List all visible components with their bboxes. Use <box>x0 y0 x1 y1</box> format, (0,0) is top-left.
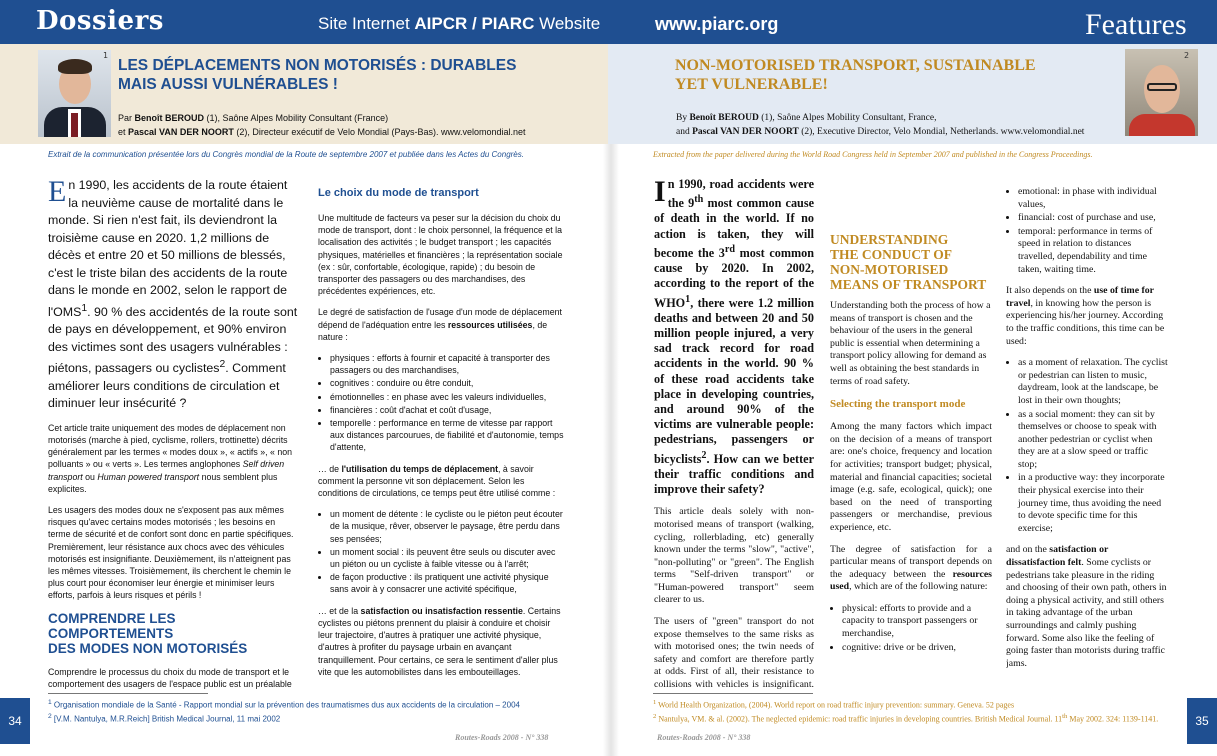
paragraph: Le degré de satisfaction de l'usage d'un mode de déplacement dépend de l'adéquation entre les ressources utilisées, de nature : <box>318 307 562 342</box>
section-title-dossiers: Dossiers <box>36 6 164 36</box>
list-item: • temporelle : performance en terme de vitesse par rapport aux distances parcourues, de fiabilité et d'autonomie, temps d'attente, <box>330 417 565 454</box>
website-url[interactable]: www.piarc.org <box>655 14 779 34</box>
paragraph: Comprendre le processus du choix du mode de transport et le comportement des usagers de l'espace public est un préalable <box>48 666 292 689</box>
paragraph: … de l'utilisation du temps de déplacement, à savoir comment la personne vit son déplacement. Selon les conditions de circulations, ce temps peut être utilisé comme : <box>318 463 556 499</box>
paragraph: The degree of satisfaction for a particular means of transport depends on the adequacy between the resources used, which are of the following nature: <box>830 543 992 593</box>
list-item: • cognitives : conduire ou être conduit, <box>330 377 565 389</box>
list-item: • temporal: performance in terms of speed in relation to distances travelled, dependability and time taken, waiting time. <box>1018 226 1168 276</box>
top-banner <box>0 0 1217 44</box>
footnote: $^1$ Organisation mondiale de la Santé - Rapport mondial sur la prévention des traumatismes dus aux accidents de la circulation – 2004 <box>48 699 520 710</box>
subsection-heading: Selecting the transport mode <box>830 398 966 411</box>
photo-number-1: 1 <box>103 51 109 60</box>
list-item: • cognitive: drive or be driven, <box>842 642 992 655</box>
list-item: • financial: cost of purchase and use, <box>1018 212 1168 225</box>
page-gutter <box>603 144 619 756</box>
list-item: • de façon productive : ils pratiquent une activité physique sans avoir à y consacrer une activité spécifique, <box>330 571 565 595</box>
footnote: $^1$ World Health Organization, (2004). World report on road traffic injury prevention: summary. Geneva. 52 pages <box>653 699 1015 710</box>
extract-note-english: Extracted from the paper delivered during the World Road Congress held in September 2007 and published in the Congress Proceedings. <box>653 150 1093 159</box>
list-item: • émotionnelles : en phase avec les valeurs individuelles, <box>330 391 565 403</box>
portrait-photo-icon <box>38 50 111 137</box>
paragraph: Among the many factors which impact on the decision of a means of transport are: one's choice, frequency and location for activities; transport budget; physical, material and financial capacities; societal image (e.g. safe, ecological, quick); one based on the need of transporting passengers or merchandise, previous experience, etc. <box>830 421 992 533</box>
section-heading: UNDERSTANDING THE CONDUCT OF NON-MOTORISED MEANS OF TRANSPORT <box>830 232 987 292</box>
list-item: • un moment social : ils peuvent être seuls ou discuter avec un piéton ou un cycliste à faible vitesse ou à l'arrêt; <box>330 546 565 570</box>
french-column-1 <box>48 177 300 689</box>
footnote-rule <box>48 693 208 694</box>
page-number-left: 34 <box>0 698 30 744</box>
list-item: • physical: efforts to provide and a capacity to transport passengers or merchandise, <box>842 603 992 641</box>
footnote: $^2$ [V.M. Nantulya, M.R.Reich] British Medical Journal, 11 mai 2002 <box>48 712 281 724</box>
paragraph: and on the satisfaction or dissatisfaction felt. Some cyclists or pedestrians take pleasure in the riding and choosing of their own path, others in doing a physical activity, and still others in taking advantage of the urban surroundings and calmly pushing forward. Some also like the feeling of going faster than motorists during traffic jams. <box>1006 544 1167 669</box>
article-title-french: LES DÉPLACEMENTS NON MOTORISÉS : DURABLES MAIS AUSSI VULNÉRABLES ! <box>118 57 517 93</box>
magazine-issue-label: Routes-Roads 2008 - N° 338 <box>657 733 751 742</box>
page-number-right: 35 <box>1187 698 1217 744</box>
portrait-photo-icon <box>1125 49 1198 136</box>
photo-number-2: 2 <box>1184 51 1190 60</box>
magazine-issue-label: Routes-Roads 2008 - N° 338 <box>455 733 549 742</box>
bullet-list <box>330 508 565 595</box>
article-title-english: NON-MOTORISED TRANSPORT, SUSTAINABLE YET VULNERABLE! <box>675 57 1036 93</box>
paragraph: The users of "green" transport do not expose themselves to the same risks as with motorised ones; the twin needs of safety and comfort are therefore partly at odds. First of all, their resistance to collisions with vehicles is insignificant. <box>654 616 814 689</box>
footnotes-french <box>48 697 520 724</box>
subsection-heading: Le choix du mode de transport <box>318 187 479 199</box>
byline-french: Par Benoît BEROUD (1), Saône Alpes Mobility Consultant (France) et Pascal VAN DER NOORT (2), Directeur exécutif de Velo Mondial (Pays-Bas). www.velomondial.net <box>118 113 526 137</box>
paragraph: Une multitude de facteurs va peser sur la décision du choix du mode de transport, dont : le choix personnel, la fréquence et la localisation des activités ; le budget transport ; les capacités physiques, matérielles et financières ; la représentation sociale (ex : sûr, confortable, écologique, rapide) ; du besoin de transporter des passagers ou des marchandises, des précédentes expériences, etc. <box>318 213 563 297</box>
paragraph: Cet article traite uniquement des modes de déplacement non motorisés (marche à pied, cyclisme, rollers, trottinette) décrits généralement par les termes « modes doux », « actifs », « non polluants » ou « verts ». Les termes anglophones Self driven transport ou Human powered transport nous semblent plus explicites. <box>48 422 293 494</box>
list-item: • emotional: in phase with individual values, <box>1018 186 1168 211</box>
bullet-list <box>330 352 565 454</box>
bullet-list <box>1018 186 1168 276</box>
site-brand: AIPCR / PIARC <box>414 14 535 33</box>
list-item: • in a productive way: they incorporate their physical exercise into their journey time, thus avoiding the need to devote specific time for this exercise; <box>1018 472 1168 535</box>
drop-cap: I <box>654 177 666 208</box>
paragraph: Understanding both the process of how a means of transport is chosen and the behaviour of the users in the general public is essential when determining a transport policy allowing for demand as well as obtaining the best standards in terms of road safety. <box>830 300 991 387</box>
site-label <box>318 14 600 34</box>
list-item: • financières : coût d'achat et coût d'usage, <box>330 404 565 416</box>
paragraph: It also depends on the use of time for travel, in knowing how the person is experiencing his/her journey. According to the traffic conditions, this time can be used: <box>1006 285 1165 347</box>
list-item: • un moment de détente : le cycliste ou le piéton peut écouter de la musique, rêver, observer le paysage, être perdu dans ses pensées; <box>330 508 565 545</box>
english-column-1 <box>654 177 814 689</box>
footnotes-english <box>653 697 1173 724</box>
paragraph: … et de la satisfaction ou insatisfaction ressentie. Certains cyclistes ou piétons prennent du plaisir à conduire et choisir leur trajectoire, d'autres à pratiquer une activité physique, d'autres à profiter du paysage urbain en avançant tranquillement. Pour certains, ce sera le sentiment d'aller plus vite que les automobilistes dans les embouteillages. <box>318 605 561 677</box>
lead-paragraph-english: In 1990, road accidents were the 9th most common cause of death in the world. If no action is taken, they will become the 3rd most common cause by 2020. In 2002, according to the report of the WHO$^1$, there were 1.2 million deaths and between 20 and 50 million people injured, a very sad track record for road accidents in the world. 90 % of these road accidents take place in developing countries, and around 90% of the victims are vulnerable people: pedestrians, passengers or bicyclists$^2$. How can we better their traffic conditions and improve their safety? <box>654 177 814 497</box>
french-column-2 <box>318 186 565 689</box>
byline-english: By Benoît BEROUD (1), Saône Alpes Mobility Consultant, France, and Pascal VAN DER NOORT (2), Executive Director, Velo Mondial, Netherlands. www.velomondial.net <box>676 113 1085 137</box>
list-item: • as a moment of relaxation. The cyclist or pedestrian can listen to music, daydream, look at the landscape, be lost in their own thoughts; <box>1018 357 1168 407</box>
footnote-rule <box>653 693 813 694</box>
bullet-list <box>1018 357 1168 535</box>
paragraph: This article deals solely with non-motorised means of transport (walking, cycling, rollerblading, etc) generally known under the terms "slow", "active", "non-polluting" or "green". The English terms "Self-driven transport" or "Human-powered transport" seem clearer to us. <box>654 506 814 606</box>
site-prefix: Site Internet <box>318 14 415 33</box>
english-column-2 <box>830 186 992 689</box>
english-column-3 <box>1006 186 1168 689</box>
extract-note-french: Extrait de la communication présentée lors du Congrès mondial de la Route de septembre 2007 et publiée dans les Actes du Congrès. <box>48 150 524 159</box>
bullet-list <box>842 603 992 654</box>
paragraph: Les usagers des modes doux ne s'exposent pas aux mêmes risques qu'avec certains modes motorisés ; les besoins en terme de sécurité et de confort sont donc en partie spécifiques. Premièrement, leur résistance aux chocs avec des véhicules motorisés est insignifiante. Deuxièmement, ils n'atteignent pas les mêmes vitesses. Troisièmement, ils cherchent le chemin le plus court pour économiser leur énergie et minimiser leurs efforts, parfois à leurs risques et périls ! <box>48 504 294 601</box>
site-suffix: Website <box>534 14 601 33</box>
lead-paragraph-french: En 1990, les accidents de la route étaient la neuvième cause de mortalité dans le monde. Si rien n'est fait, ils deviendront la troisième cause en 2020. 1,2 millions de décès et entre 20 et 50 millions de blessés, c'est le triste bilan des accidents de la route dans le monde en 2002, selon le rapport de l'OMS$^1$. 90 % des accidentés de la route sont de pays en développement, et 90% environ des victimes sont des usagers vulnérables : piétons, passagers ou cyclistes$^2$. Comment améliorer leurs conditions de circulation et diminuer leur insécurité ? <box>48 177 298 411</box>
list-item: • physiques : efforts à fournir et capacité à transporter des passagers ou des marchandises, <box>330 352 565 376</box>
section-heading: COMPRENDRE LES COMPORTEMENTS DES MODES NON MOTORISÉS <box>48 610 248 656</box>
drop-cap: E <box>48 177 67 208</box>
glasses-icon <box>1147 83 1177 91</box>
section-title-features: Features <box>1085 8 1187 41</box>
list-item: • as a social moment: they can sit by themselves or choose to speak with another pedestrian or cyclist when they are at a slow speed or traffic stop; <box>1018 409 1168 472</box>
footnote: $^2$ Nantulya, VM. & al. (2002). The neglected epidemic: road traffic injuries in developing countries. British Medical Journal. 11th May 2002. 324: 1139-1141. <box>653 712 1159 724</box>
